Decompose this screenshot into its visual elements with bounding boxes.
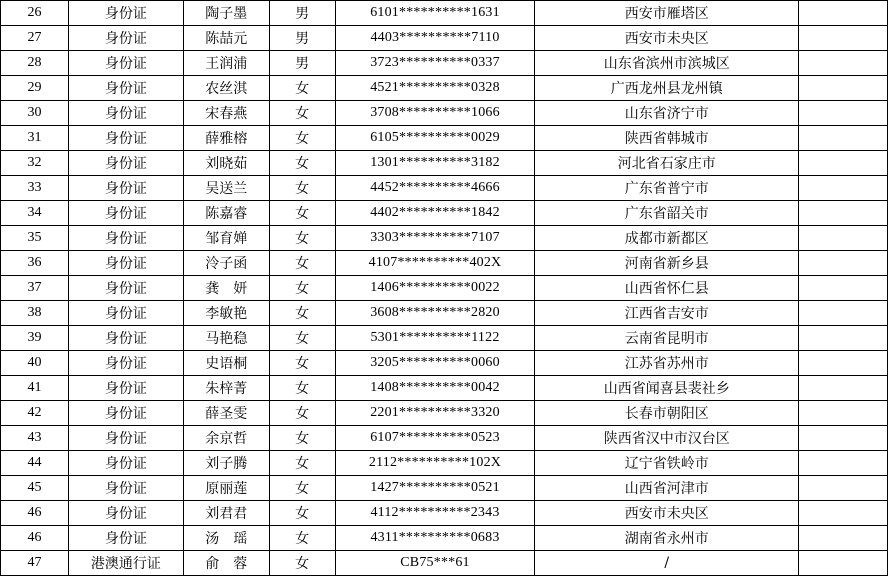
cell-person-name[interactable]: 刘子腾 [183, 451, 269, 476]
cell-address[interactable]: 江西省吉安市 [535, 301, 799, 326]
cell-document-type[interactable]: 身份证 [68, 76, 183, 101]
cell-document-type[interactable]: 身份证 [68, 151, 183, 176]
cell-row-number[interactable]: 38 [1, 301, 69, 326]
table-row [1, 176, 888, 201]
cell-document-type[interactable]: 身份证 [68, 326, 183, 351]
cell-person-name[interactable]: 原丽莲 [183, 476, 269, 501]
cell-document-type[interactable]: 身份证 [68, 451, 183, 476]
cell-document-type[interactable]: 身份证 [68, 126, 183, 151]
cell-row-number[interactable]: 31 [1, 126, 69, 151]
cell-empty[interactable] [799, 226, 888, 251]
cell-row-number[interactable]: 28 [1, 51, 69, 76]
cell-gender[interactable]: 男 [269, 51, 335, 76]
cell-empty[interactable] [799, 101, 888, 126]
cell-empty[interactable] [799, 1, 888, 26]
cell-address[interactable]: 陕西省韩城市 [535, 126, 799, 151]
cell-id-number[interactable]: 3708**********1066 [335, 101, 535, 126]
cell-gender[interactable]: 女 [269, 501, 335, 526]
cell-gender[interactable]: 女 [269, 351, 335, 376]
cell-gender[interactable]: 女 [269, 401, 335, 426]
cell-row-number[interactable]: 35 [1, 226, 69, 251]
cell-person-name[interactable]: 史语桐 [183, 351, 269, 376]
cell-id-number[interactable]: 5301**********1122 [335, 326, 535, 351]
cell-id-number[interactable]: CB75***61 [335, 551, 535, 576]
cell-document-type[interactable]: 身份证 [68, 101, 183, 126]
table-row [1, 551, 888, 576]
cell-id-number[interactable]: 2201**********3320 [335, 401, 535, 426]
cell-address[interactable]: 山西省河津市 [535, 476, 799, 501]
cell-gender[interactable]: 女 [269, 251, 335, 276]
cell-person-name[interactable]: 宋春燕 [183, 101, 269, 126]
cell-row-number[interactable]: 29 [1, 76, 69, 101]
cell-gender[interactable]: 女 [269, 526, 335, 551]
cell-empty[interactable] [799, 401, 888, 426]
cell-empty[interactable] [799, 351, 888, 376]
cell-gender[interactable]: 女 [269, 151, 335, 176]
cell-document-type[interactable]: 身份证 [68, 201, 183, 226]
cell-id-number[interactable]: 1427**********0521 [335, 476, 535, 501]
cell-person-name[interactable]: 薛雅榕 [183, 126, 269, 151]
cell-empty[interactable] [799, 251, 888, 276]
cell-address[interactable]: 山西省怀仁县 [535, 276, 799, 301]
cell-empty[interactable] [799, 426, 888, 451]
cell-person-name[interactable]: 陈喆元 [183, 26, 269, 51]
cell-address[interactable]: / [535, 551, 799, 576]
cell-empty[interactable] [799, 151, 888, 176]
cell-document-type[interactable]: 身份证 [68, 26, 183, 51]
cell-person-name[interactable]: 余京哲 [183, 426, 269, 451]
cell-address[interactable]: 云南省昆明市 [535, 326, 799, 351]
cell-gender[interactable]: 女 [269, 201, 335, 226]
cell-document-type[interactable]: 身份证 [68, 226, 183, 251]
cell-address[interactable]: 山东省济宁市 [535, 101, 799, 126]
cell-person-name[interactable]: 马艳稳 [183, 326, 269, 351]
table-row [1, 326, 888, 351]
table-row [1, 426, 888, 451]
cell-person-name[interactable]: 李敏艳 [183, 301, 269, 326]
cell-gender[interactable]: 女 [269, 451, 335, 476]
cell-gender[interactable]: 女 [269, 426, 335, 451]
cell-row-number[interactable]: 44 [1, 451, 69, 476]
cell-person-name[interactable]: 薛圣雯 [183, 401, 269, 426]
cell-row-number[interactable]: 46 [1, 501, 69, 526]
cell-row-number[interactable]: 36 [1, 251, 69, 276]
cell-empty[interactable] [799, 26, 888, 51]
cell-id-number[interactable]: 4311**********0683 [335, 526, 535, 551]
cell-id-number[interactable]: 4403**********7110 [335, 26, 535, 51]
cell-address[interactable]: 河南省新乡县 [535, 251, 799, 276]
table-row [1, 226, 888, 251]
cell-gender[interactable]: 女 [269, 376, 335, 401]
cell-gender[interactable]: 女 [269, 476, 335, 501]
cell-id-number[interactable]: 3205**********0060 [335, 351, 535, 376]
cell-row-number[interactable]: 41 [1, 376, 69, 401]
cell-address[interactable]: 西安市未央区 [535, 501, 799, 526]
cell-gender[interactable]: 女 [269, 326, 335, 351]
cell-gender[interactable]: 女 [269, 126, 335, 151]
cell-person-name[interactable]: 泠子函 [183, 251, 269, 276]
cell-id-number[interactable]: 2112**********102X [335, 451, 535, 476]
table-row [1, 526, 888, 551]
cell-document-type[interactable]: 身份证 [68, 276, 183, 301]
cell-gender[interactable]: 女 [269, 101, 335, 126]
table-row [1, 276, 888, 301]
cell-address[interactable]: 辽宁省铁岭市 [535, 451, 799, 476]
cell-empty[interactable] [799, 526, 888, 551]
cell-address[interactable]: 长春市朝阳区 [535, 401, 799, 426]
cell-person-name[interactable]: 龚 妍 [183, 276, 269, 301]
cell-row-number[interactable]: 32 [1, 151, 69, 176]
cell-document-type[interactable]: 身份证 [68, 1, 183, 26]
table-row [1, 501, 888, 526]
table-row [1, 201, 888, 226]
cell-row-number[interactable]: 39 [1, 326, 69, 351]
table-row [1, 1, 888, 26]
cell-empty[interactable] [799, 126, 888, 151]
cell-empty[interactable] [799, 201, 888, 226]
cell-empty[interactable] [799, 476, 888, 501]
cell-empty[interactable] [799, 176, 888, 201]
cell-row-number[interactable]: 47 [1, 551, 69, 576]
cell-id-number[interactable]: 1406**********0022 [335, 276, 535, 301]
cell-row-number[interactable]: 33 [1, 176, 69, 201]
cell-person-name[interactable]: 刘君君 [183, 501, 269, 526]
cell-address[interactable]: 陕西省汉中市汉台区 [535, 426, 799, 451]
cell-empty[interactable] [799, 501, 888, 526]
cell-id-number[interactable]: 3303**********7107 [335, 226, 535, 251]
cell-row-number[interactable]: 46 [1, 526, 69, 551]
cell-person-name[interactable]: 刘晓茹 [183, 151, 269, 176]
cell-empty[interactable] [799, 451, 888, 476]
cell-person-name[interactable]: 邹育婵 [183, 226, 269, 251]
cell-gender[interactable]: 女 [269, 226, 335, 251]
cell-id-number[interactable]: 4402**********1842 [335, 201, 535, 226]
cell-id-number[interactable]: 6107**********0523 [335, 426, 535, 451]
cell-document-type[interactable]: 身份证 [68, 376, 183, 401]
cell-empty[interactable] [799, 76, 888, 101]
cell-address[interactable]: 成都市新都区 [535, 226, 799, 251]
cell-id-number[interactable]: 4112**********2343 [335, 501, 535, 526]
cell-document-type[interactable]: 身份证 [68, 251, 183, 276]
cell-row-number[interactable]: 42 [1, 401, 69, 426]
cell-address[interactable]: 广西龙州县龙州镇 [535, 76, 799, 101]
cell-address[interactable]: 西安市未央区 [535, 26, 799, 51]
cell-empty[interactable] [799, 301, 888, 326]
table-row [1, 26, 888, 51]
cell-person-name[interactable]: 陶子墨 [183, 1, 269, 26]
table-row [1, 301, 888, 326]
cell-document-type[interactable]: 身份证 [68, 426, 183, 451]
cell-row-number[interactable]: 30 [1, 101, 69, 126]
cell-gender[interactable]: 女 [269, 176, 335, 201]
cell-document-type[interactable]: 身份证 [68, 51, 183, 76]
cell-empty[interactable] [799, 276, 888, 301]
cell-person-name[interactable]: 农丝淇 [183, 76, 269, 101]
cell-gender[interactable]: 女 [269, 76, 335, 101]
table-row [1, 101, 888, 126]
cell-row-number[interactable]: 43 [1, 426, 69, 451]
cell-document-type[interactable]: 身份证 [68, 501, 183, 526]
table-row [1, 126, 888, 151]
table-row [1, 401, 888, 426]
cell-document-type[interactable]: 身份证 [68, 351, 183, 376]
cell-address[interactable]: 湖南省永州市 [535, 526, 799, 551]
cell-id-number[interactable]: 3608**********2820 [335, 301, 535, 326]
cell-person-name[interactable]: 俞 蓉 [183, 551, 269, 576]
table-row [1, 51, 888, 76]
cell-id-number[interactable]: 6101**********1631 [335, 1, 535, 26]
cell-id-number[interactable]: 4107**********402X [335, 251, 535, 276]
table-row [1, 476, 888, 501]
cell-empty[interactable] [799, 551, 888, 576]
table-body [1, 1, 888, 576]
cell-gender[interactable]: 女 [269, 301, 335, 326]
cell-document-type[interactable]: 身份证 [68, 526, 183, 551]
cell-document-type[interactable]: 身份证 [68, 401, 183, 426]
cell-address[interactable]: 广东省韶关市 [535, 201, 799, 226]
table-row [1, 376, 888, 401]
cell-id-number[interactable]: 4452**********4666 [335, 176, 535, 201]
cell-id-number[interactable]: 1301**********3182 [335, 151, 535, 176]
cell-gender[interactable]: 女 [269, 276, 335, 301]
cell-id-number[interactable]: 3723**********0337 [335, 51, 535, 76]
cell-person-name[interactable]: 朱梓菁 [183, 376, 269, 401]
table-row [1, 251, 888, 276]
cell-person-name[interactable]: 汤 瑶 [183, 526, 269, 551]
cell-id-number[interactable]: 1408**********0042 [335, 376, 535, 401]
cell-address[interactable]: 河北省石家庄市 [535, 151, 799, 176]
cell-gender[interactable]: 女 [269, 551, 335, 576]
cell-id-number[interactable]: 6105**********0029 [335, 126, 535, 151]
cell-person-name[interactable]: 陈嘉睿 [183, 201, 269, 226]
cell-row-number[interactable]: 34 [1, 201, 69, 226]
cell-address[interactable]: 江苏省苏州市 [535, 351, 799, 376]
cell-row-number[interactable]: 26 [1, 1, 69, 26]
cell-address[interactable]: 山东省滨州市滨城区 [535, 51, 799, 76]
cell-address[interactable]: 广东省普宁市 [535, 176, 799, 201]
cell-id-number[interactable]: 4521**********0328 [335, 76, 535, 101]
cell-document-type[interactable]: 身份证 [68, 476, 183, 501]
cell-empty[interactable] [799, 326, 888, 351]
cell-row-number[interactable]: 27 [1, 26, 69, 51]
table-row [1, 151, 888, 176]
cell-row-number[interactable]: 45 [1, 476, 69, 501]
table-row [1, 451, 888, 476]
cell-person-name[interactable]: 吴送兰 [183, 176, 269, 201]
cell-row-number[interactable]: 40 [1, 351, 69, 376]
cell-row-number[interactable]: 37 [1, 276, 69, 301]
cell-document-type[interactable]: 身份证 [68, 176, 183, 201]
cell-person-name[interactable]: 王润浦 [183, 51, 269, 76]
table-row [1, 351, 888, 376]
cell-address[interactable]: 山西省闻喜县裴社乡 [535, 376, 799, 401]
cell-document-type[interactable]: 港澳通行证 [68, 551, 183, 576]
table-row [1, 76, 888, 101]
cell-empty[interactable] [799, 376, 888, 401]
cell-address[interactable]: 西安市雁塔区 [535, 1, 799, 26]
cell-gender[interactable]: 男 [269, 1, 335, 26]
cell-document-type[interactable]: 身份证 [68, 301, 183, 326]
cell-gender[interactable]: 男 [269, 26, 335, 51]
cell-empty[interactable] [799, 51, 888, 76]
